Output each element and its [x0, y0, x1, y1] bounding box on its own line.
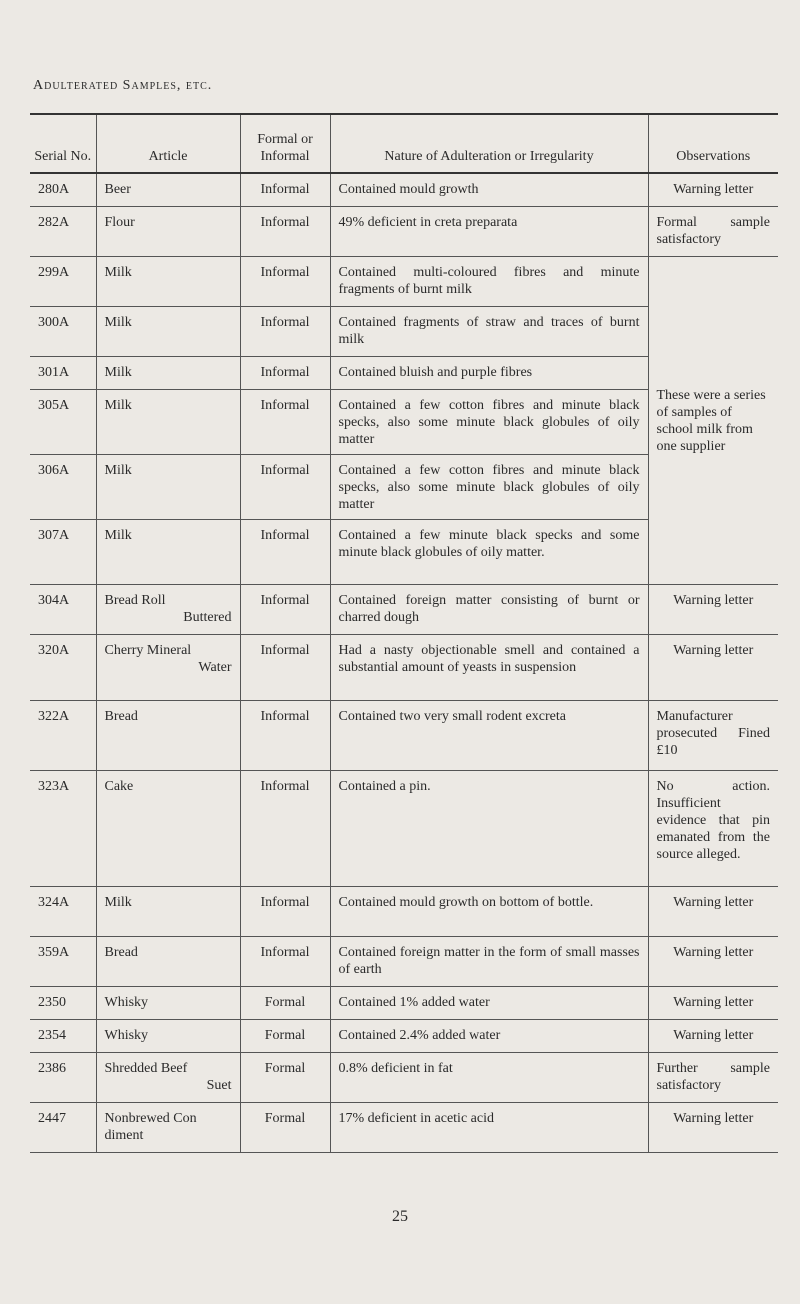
- header-row: [30, 114, 778, 173]
- nature-cell: 49% deficient in creta preparata: [330, 206, 648, 256]
- observation-cell: Warning letter: [648, 1019, 778, 1052]
- article-cell: Beer: [96, 173, 240, 206]
- kind-cell: Informal: [240, 634, 330, 700]
- kind-cell: Informal: [240, 770, 330, 886]
- kind-cell: Informal: [240, 256, 330, 306]
- observation-cell: Manufacturer prosecuted Fined £10: [648, 700, 778, 770]
- serial-cell: 304A: [30, 584, 96, 634]
- nature-cell: Contained a pin.: [330, 770, 648, 886]
- kind-cell: Informal: [240, 206, 330, 256]
- kind-cell: Formal: [240, 986, 330, 1019]
- nature-cell: Contained mould growth: [330, 173, 648, 206]
- nature-cell: Contained 1% added water: [330, 986, 648, 1019]
- nature-cell: Contained two very small rodent excreta: [330, 700, 648, 770]
- table-row: [30, 173, 778, 206]
- table-row: [30, 1052, 778, 1102]
- kind-cell: Informal: [240, 173, 330, 206]
- serial-cell: 2447: [30, 1102, 96, 1152]
- kind-cell: Informal: [240, 936, 330, 986]
- serial-cell: 305A: [30, 389, 96, 454]
- adulterated-samples-table: [30, 113, 778, 1153]
- table-row: [30, 986, 778, 1019]
- kind-cell: Informal: [240, 519, 330, 584]
- article-cell: [96, 584, 240, 634]
- observation-cell: Warning letter: [648, 173, 778, 206]
- article-line-1: Cherry Mineral: [104, 642, 192, 658]
- table-row: [30, 634, 778, 700]
- observation-cell: Warning letter: [648, 1102, 778, 1152]
- kind-cell: Formal: [240, 1052, 330, 1102]
- serial-cell: 359A: [30, 936, 96, 986]
- kind-cell: Informal: [240, 356, 330, 389]
- nature-cell: Contained mould growth on bottom of bottle.: [330, 886, 648, 936]
- serial-cell: 280A: [30, 173, 96, 206]
- serial-cell: 307A: [30, 519, 96, 584]
- nature-cell: Contained foreign matter consisting of burnt or charred dough: [330, 584, 648, 634]
- nature-cell: 0.8% deficient in fat: [330, 1052, 648, 1102]
- article-cell: Milk: [96, 886, 240, 936]
- observation-cell: Formal sample satisfactory: [648, 206, 778, 256]
- table-row: [30, 700, 778, 770]
- kind-cell: Informal: [240, 700, 330, 770]
- article-line-2: Buttered: [183, 609, 232, 625]
- nature-cell: Contained a few cotton fibres and minute black specks, also some minute black globules of oily matter: [330, 389, 648, 454]
- observation-cell: Warning letter: [648, 584, 778, 634]
- kind-cell: Informal: [240, 389, 330, 454]
- table-row: [30, 256, 778, 306]
- serial-cell: 320A: [30, 634, 96, 700]
- nature-cell: Contained multi-coloured fibres and minute fragments of burnt milk: [330, 256, 648, 306]
- header-kind: Formal or Informal: [240, 114, 330, 173]
- article-cell: Flour: [96, 206, 240, 256]
- nature-cell: Contained foreign matter in the form of small masses of earth: [330, 936, 648, 986]
- kind-cell: Informal: [240, 886, 330, 936]
- header-nature: Nature of Adulteration or Irregularity: [330, 114, 648, 173]
- page-number: 25: [392, 1208, 408, 1225]
- observation-cell: Warning letter: [648, 634, 778, 700]
- serial-cell: 323A: [30, 770, 96, 886]
- header-serial: Serial No.: [30, 114, 96, 173]
- table-row: [30, 886, 778, 936]
- nature-cell: Contained a few cotton fibres and minute black specks, also some minute black globules of oily matter: [330, 454, 648, 519]
- observation-cell: Warning letter: [648, 886, 778, 936]
- article-cell: Whisky: [96, 986, 240, 1019]
- serial-cell: 2350: [30, 986, 96, 1019]
- serial-cell: 324A: [30, 886, 96, 936]
- kind-cell: Informal: [240, 306, 330, 356]
- article-cell: Cake: [96, 770, 240, 886]
- nature-cell: 17% deficient in acetic acid: [330, 1102, 648, 1152]
- serial-cell: 322A: [30, 700, 96, 770]
- article-cell: Milk: [96, 519, 240, 584]
- observation-cell: Warning letter: [648, 936, 778, 986]
- table-row: [30, 584, 778, 634]
- article-line-2: Suet: [206, 1077, 232, 1093]
- milk-series-observation: These were a series of samples of school milk from one supplier: [648, 256, 778, 584]
- nature-cell: Contained a few minute black specks and some minute black globules of oily matter.: [330, 519, 648, 584]
- serial-cell: 2386: [30, 1052, 96, 1102]
- article-cell: Nonbrewed Con diment: [96, 1102, 240, 1152]
- serial-cell: 299A: [30, 256, 96, 306]
- serial-cell: 300A: [30, 306, 96, 356]
- serial-cell: 306A: [30, 454, 96, 519]
- page-title: Adulterated Samples, etc.: [33, 78, 213, 93]
- observation-cell: Warning letter: [648, 986, 778, 1019]
- article-cell: Milk: [96, 256, 240, 306]
- article-cell: Milk: [96, 356, 240, 389]
- serial-cell: 301A: [30, 356, 96, 389]
- article-cell: Milk: [96, 306, 240, 356]
- table-row: [30, 206, 778, 256]
- kind-cell: Formal: [240, 1102, 330, 1152]
- article-cell: Milk: [96, 389, 240, 454]
- serial-cell: 282A: [30, 206, 96, 256]
- table-row: [30, 770, 778, 886]
- article-cell: [96, 634, 240, 700]
- article-cell: Whisky: [96, 1019, 240, 1052]
- table-row: [30, 1019, 778, 1052]
- nature-cell: Contained 2.4% added water: [330, 1019, 648, 1052]
- nature-cell: Contained fragments of straw and traces of burnt milk: [330, 306, 648, 356]
- article-cell: Bread: [96, 936, 240, 986]
- article-line-2: Water: [198, 659, 232, 675]
- article-cell: [96, 1052, 240, 1102]
- nature-cell: Contained bluish and purple fibres: [330, 356, 648, 389]
- article-line-1: Shredded Beef: [104, 1060, 188, 1076]
- article-cell: Milk: [96, 454, 240, 519]
- observation-cell: No action. Insufficient evidence that pin emanated from the source alleged.: [648, 770, 778, 886]
- observation-cell: Further sample satisfactory: [648, 1052, 778, 1102]
- nature-cell: Had a nasty objectionable smell and contained a substantial amount of yeasts in suspension: [330, 634, 648, 700]
- header-observations: Observations: [648, 114, 778, 173]
- article-line-1: Bread Roll: [104, 592, 166, 608]
- header-article: Article: [96, 114, 240, 173]
- kind-cell: Formal: [240, 1019, 330, 1052]
- kind-cell: Informal: [240, 454, 330, 519]
- table-row: [30, 936, 778, 986]
- article-cell: Bread: [96, 700, 240, 770]
- table-row: [30, 1102, 778, 1152]
- kind-cell: Informal: [240, 584, 330, 634]
- serial-cell: 2354: [30, 1019, 96, 1052]
